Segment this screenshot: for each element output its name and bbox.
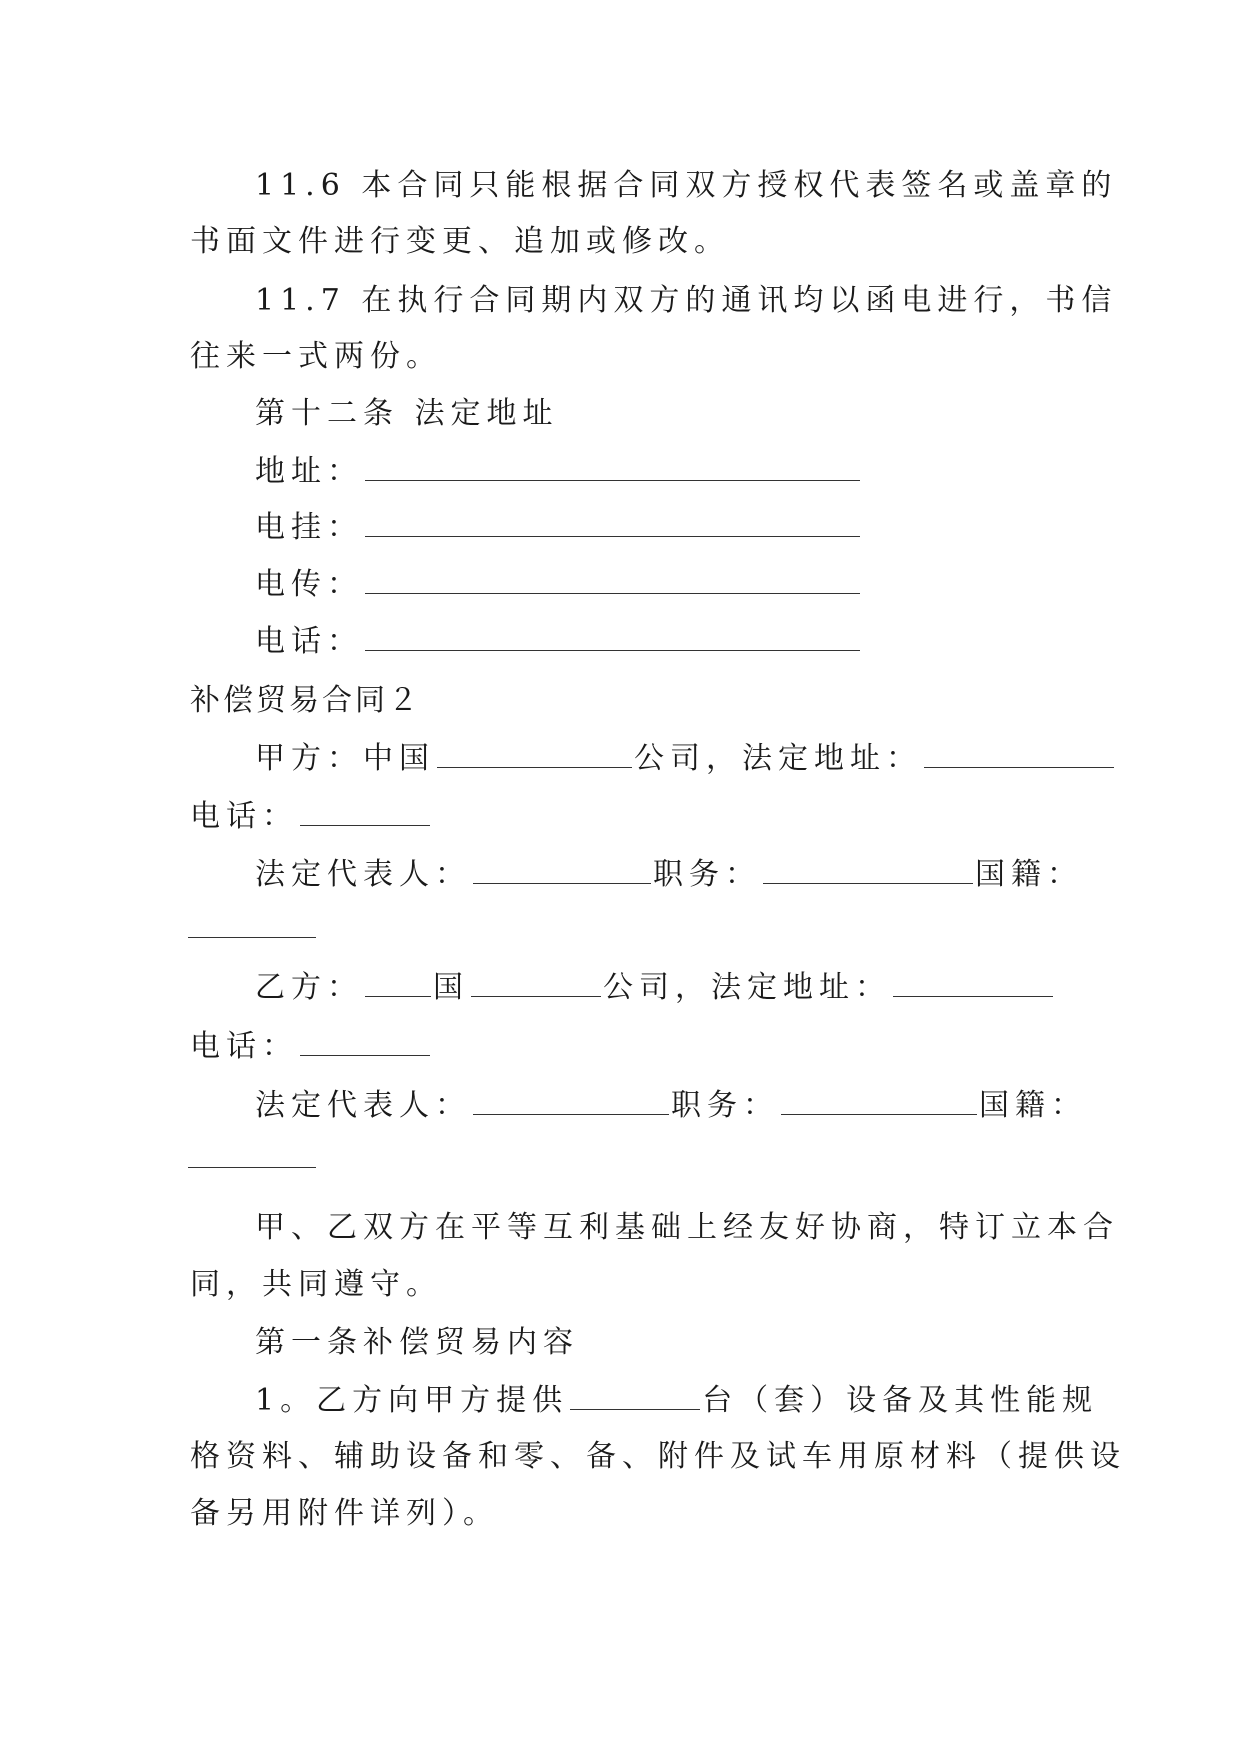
- phone-row: [255, 622, 862, 662]
- item-1-suffix: 台（套）设备及其性能规: [702, 1383, 1099, 1418]
- party-a-rep-label: 法定代表人：: [255, 857, 471, 892]
- party-b-country-blank[interactable]: [365, 972, 431, 997]
- article-12-heading: 第十二条 法定地址: [255, 396, 559, 431]
- party-a-company-suffix: 公司，法定地址：: [634, 741, 922, 776]
- contract-2-title: 补偿贸易合同２: [190, 683, 421, 718]
- party-a-nationality-blank[interactable]: [188, 913, 316, 938]
- item-1-prefix: 1。乙方向甲方提供: [255, 1383, 569, 1418]
- party-b-phone-blank[interactable]: [300, 1031, 430, 1056]
- clause-11-7-line1: 11.7 在执行合同期内双方的通讯均以函电进行，书信: [255, 283, 1118, 318]
- party-b-nationality-label: 国籍：: [979, 1088, 1087, 1123]
- item-1-line2: 格资料、辅助设备和零、备、附件及试车用原材料（提供设: [190, 1439, 1126, 1474]
- cable-label: 电挂：: [255, 510, 363, 545]
- party-b-country-suffix: 国: [433, 970, 469, 1005]
- cable-row: [255, 508, 862, 548]
- party-a-label: 甲方：中国: [255, 741, 435, 776]
- party-a-rep-row: [255, 855, 1083, 895]
- telex-label: 电传：: [255, 567, 363, 602]
- item-1-quantity-blank[interactable]: [570, 1385, 700, 1410]
- party-b-label: 乙方：: [255, 970, 363, 1005]
- party-b-company-blank[interactable]: [471, 972, 601, 997]
- party-a-position-blank[interactable]: [763, 859, 973, 884]
- party-a-rep-blank[interactable]: [473, 859, 651, 884]
- party-a-phone-label: 电话：: [190, 799, 298, 834]
- party-b-nationality-row: [188, 1139, 316, 1179]
- address-blank[interactable]: [365, 456, 860, 481]
- clause-11-6-line1: 11.6 本合同只能根据合同双方授权代表签名或盖章的: [255, 168, 1118, 203]
- party-a-phone-blank[interactable]: [300, 801, 430, 826]
- party-b-phone-row: [190, 1027, 432, 1067]
- party-b-phone-label: 电话：: [190, 1029, 298, 1064]
- party-b-position-label: 职务：: [671, 1088, 779, 1123]
- item-1-line3: 备另用附件详列）。: [190, 1496, 499, 1531]
- cable-blank[interactable]: [365, 512, 860, 537]
- party-b-rep-row: [255, 1086, 1087, 1126]
- party-b-rep-blank[interactable]: [473, 1090, 669, 1115]
- party-b-rep-label: 法定代表人：: [255, 1088, 471, 1123]
- party-a-address-blank[interactable]: [924, 743, 1114, 768]
- address-row: [255, 452, 862, 492]
- party-a-row: [255, 739, 1116, 779]
- party-b-row: [255, 968, 1055, 1008]
- party-a-nationality-label: 国籍：: [975, 857, 1083, 892]
- party-b-company-suffix: 公司，法定地址：: [603, 970, 891, 1005]
- telex-blank[interactable]: [365, 569, 860, 594]
- telex-row: [255, 565, 862, 605]
- clause-11-7-line2: 往来一式两份。: [190, 339, 442, 374]
- party-a-company-blank[interactable]: [437, 743, 632, 768]
- party-a-nationality-row: [188, 909, 316, 949]
- address-label: 地址：: [255, 454, 363, 489]
- phone-blank[interactable]: [365, 626, 860, 651]
- party-b-position-blank[interactable]: [781, 1090, 977, 1115]
- article-1-heading: 第一条补偿贸易内容: [255, 1325, 579, 1360]
- item-1-line1: [255, 1381, 1098, 1421]
- party-a-phone-row: [190, 797, 432, 837]
- agreement-line1: 甲、乙双方在平等互利基础上经友好协商，特订立本合: [255, 1210, 1119, 1245]
- clause-11-6-line2: 书面文件进行变更、追加或修改。: [190, 224, 730, 259]
- party-b-address-blank[interactable]: [893, 972, 1053, 997]
- agreement-line2: 同，共同遵守。: [190, 1267, 442, 1302]
- party-b-nationality-blank[interactable]: [188, 1143, 316, 1168]
- phone-label: 电话：: [255, 624, 363, 659]
- party-a-position-label: 职务：: [653, 857, 761, 892]
